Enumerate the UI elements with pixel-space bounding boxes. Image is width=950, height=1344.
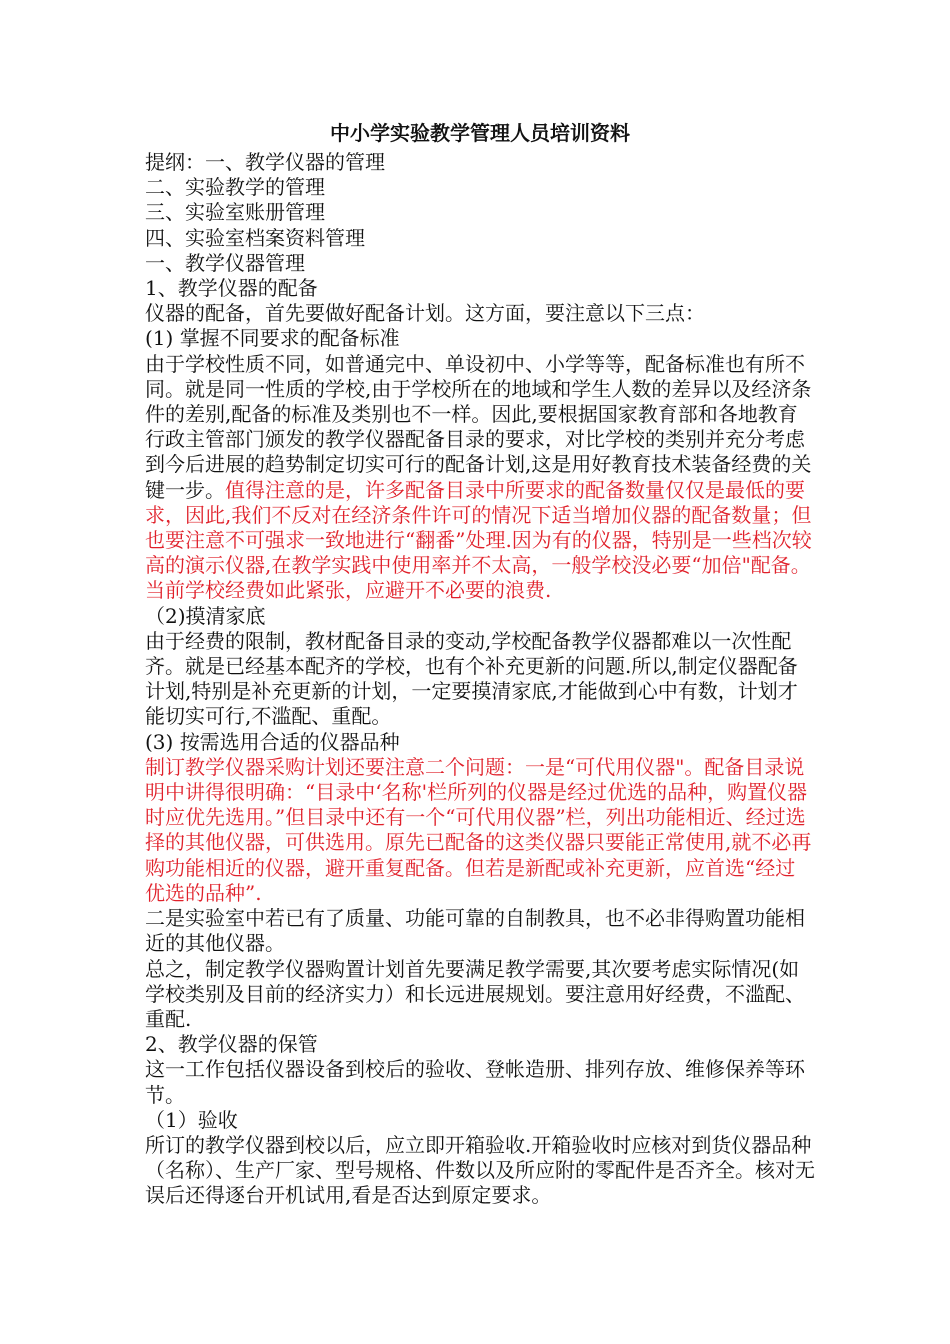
body-text: 由于学校性质不同，如普通完中、单设初中、小学等等，配备标准也有所不同。就是同一性质的学校,由于学校所在的地域和学生人数的差异以及经济条件的差别,配备的标准及类别也不一样。因此,要根据国家教育部和各地教育行政主管部门颁发的教学仪器配备目录的要求，对比学校的类别并充分考虑到今后进展的趋势制定切实可行的配备计划,这是用好教育技术装备经费的关键一步。 (145, 351, 812, 502)
item-heading: （2)摸清家底 (145, 603, 266, 628)
highlighted-paragraph: 制订教学仪器采购计划还要注意二个问题：一是“可代用仪器"。配备目录说明中讲得很明确：“目录中‘名称'栏所列的仪器是经过优选的品种，购置仪器时应优先选用。”但目录中还有一个“可代用仪器”栏，列出功能相近、经过选择的其他仪器，可供选用。原先已配备的这类仪器只要能正常使用,就不必再购功能相近的仪器，避开重复配备。但若是新配或补充更新，应首选“经过优选的品种”. (145, 754, 812, 905)
item-heading: (3) 按需选用合适的仪器品种 (145, 729, 400, 754)
document-page (145, 118, 815, 1209)
subsection-heading: 2、教学仪器的保管 (145, 1032, 318, 1057)
subsection-heading: 1、教学仪器的配备 (145, 276, 318, 301)
highlighted-text: 值得注意的是，许多配备目录中所要求的配备数量仅仅是最低的要求，因此,我们不反对在经济条件许可的情况下适当增加仪器的配备数量；但也要注意不可强求一致地进行“翻番”处理.因为有的仪器，特别是一些档次较高的演示仪器,在教学实践中使用率并不太高，一般学校没必要“加倍"配备。当前学校经费如此紧张，应避开不必要的浪费. (145, 477, 812, 603)
body-paragraph: 这一工作包括仪器设备到校后的验收、登帐造册、排列存放、维修保养等环节。 (145, 1057, 805, 1107)
body-paragraph: 仪器的配备，首先要做好配备计划。这方面，要注意以下三点： (145, 301, 705, 326)
outline-line: 二、实验教学的管理 (145, 175, 325, 200)
document-title: 中小学实验教学管理人员培训资料 (330, 121, 630, 145)
body-paragraph: 由于经费的限制，教材配备目录的变动,学校配备教学仪器都难以一次性配齐。就是已经基本配齐的学校，也有个补充更新的问题.所以,制定仪器配备计划,特别是补充更新的计划，一定要摸清家底,才能做到心中有数，计划才能切实可行,不滥配、重配。 (145, 628, 798, 729)
item-heading: （1）验收 (145, 1107, 238, 1132)
section-heading: 一、教学仪器管理 (145, 250, 305, 275)
item-heading: (1) 掌握不同要求的配备标准 (145, 326, 400, 351)
body-paragraph: 所订的教学仪器到校以后，应立即开箱验收.开箱验收时应核对到货仪器品种（名称）、生产厂家、型号规格、件数以及所应附的零配件是否齐全。核对无误后还得逐台开机试用,看是否达到原定要求。 (145, 1132, 815, 1208)
body-paragraph: 总之，制定教学仪器购置计划首先要满足教学需要,其次要考虑实际情况(如学校类别及目前的经济实力）和长远进展规划。要注意用好经费，不滥配、重配. (145, 956, 805, 1031)
body-paragraph (145, 352, 815, 604)
outline-line: 四、实验室档案资料管理 (145, 225, 365, 250)
outline-line: 提纲：一、教学仪器的管理 (145, 150, 385, 174)
body-paragraph: 二是实验室中若已有了质量、功能可靠的自制教具，也不必非得购置功能相近的其他仪器。 (145, 906, 805, 956)
outline-line: 三、实验室账册管理 (145, 200, 325, 225)
